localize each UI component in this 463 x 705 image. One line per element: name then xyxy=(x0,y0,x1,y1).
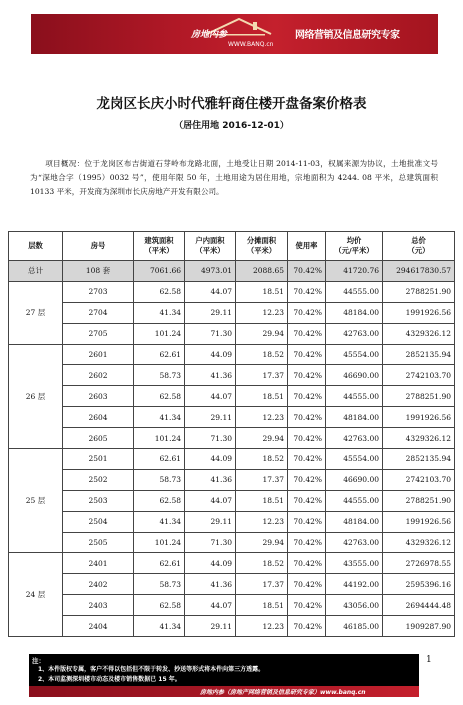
floor-label: 24 层 xyxy=(9,553,63,637)
build-area: 62.61 xyxy=(134,449,185,470)
inner-area: 44.09 xyxy=(185,449,236,470)
avg-price: 46690.00 xyxy=(326,469,383,490)
table-row xyxy=(9,469,455,490)
logo-url: WWW.BANQ.cn xyxy=(228,41,274,48)
inner-area: 41.36 xyxy=(185,365,236,386)
unit-number: 2401 xyxy=(63,553,134,574)
floor-label: 26 层 xyxy=(9,344,63,448)
usage-rate: 70.42% xyxy=(288,616,326,637)
usage-rate: 70.42% xyxy=(288,553,326,574)
total-avg-price: 41720.76 xyxy=(326,261,383,282)
shared-area: 12.23 xyxy=(236,302,288,323)
build-area: 101.24 xyxy=(134,323,185,344)
build-area: 41.34 xyxy=(134,616,185,637)
usage-rate: 70.42% xyxy=(288,386,326,407)
avg-price: 46185.00 xyxy=(326,616,383,637)
usage-rate: 70.42% xyxy=(288,574,326,595)
avg-price: 44192.00 xyxy=(326,574,383,595)
total-build-area: 7061.66 xyxy=(134,261,185,282)
usage-rate: 70.42% xyxy=(288,281,326,302)
avg-price: 45554.00 xyxy=(326,344,383,365)
usage-rate: 70.42% xyxy=(288,449,326,470)
inner-area: 41.36 xyxy=(185,469,236,490)
unit-number: 2403 xyxy=(63,595,134,616)
page-title: 龙岗区长庆小时代雅轩商住楼开盘备案价格表 xyxy=(96,96,367,112)
total-price: 4329326.12 xyxy=(383,323,455,344)
build-area: 58.73 xyxy=(134,574,185,595)
avg-price: 46690.00 xyxy=(326,365,383,386)
shared-area: 12.23 xyxy=(236,616,288,637)
avg-price: 48184.00 xyxy=(326,302,383,323)
total-price: 2726978.55 xyxy=(383,553,455,574)
floor-label: 27 层 xyxy=(9,281,63,344)
usage-rate: 70.42% xyxy=(288,595,326,616)
avg-price: 48184.00 xyxy=(326,511,383,532)
table-row xyxy=(9,532,455,553)
build-area: 62.58 xyxy=(134,386,185,407)
project-overview: 项目概况：位于龙岗区布吉街道石芽岭布龙路北面，土地受让日期 2014-11-03，权属来源为协议，土地批准文号为“深地合字（1995）0032 号”，使用年限 50 年，土地用途为居住用地，宗地面积为 4244. 08 平米，总建筑面积 10133 平米，开发商为深圳市长庆房地产开发有限公司。 xyxy=(30,159,438,196)
usage-rate: 70.42% xyxy=(288,365,326,386)
build-area: 62.61 xyxy=(134,344,185,365)
total-price: 4329326.12 xyxy=(383,532,455,553)
shared-area: 29.94 xyxy=(236,323,288,344)
inner-area: 29.11 xyxy=(185,511,236,532)
table-row xyxy=(9,365,455,386)
table-header-row xyxy=(9,232,455,261)
shared-area: 18.52 xyxy=(236,449,288,470)
column-header: 建筑面积 （平米） xyxy=(134,232,185,261)
column-header: 户内面积 （平米） xyxy=(185,232,236,261)
table-row xyxy=(9,490,455,511)
shared-area: 18.51 xyxy=(236,595,288,616)
inner-area: 41.36 xyxy=(185,574,236,595)
shared-area: 18.52 xyxy=(236,553,288,574)
usage-rate: 70.42% xyxy=(288,428,326,449)
table-row xyxy=(9,511,455,532)
build-area: 41.34 xyxy=(134,511,185,532)
note-line: 1、本件版权专属，客户不得以包括但不限于转发、抄送等形式将本件向第三方透露。 xyxy=(38,666,265,673)
shared-area: 17.37 xyxy=(236,574,288,595)
total-price: 2788251.90 xyxy=(383,490,455,511)
note-line: 2、本司监测深圳楼市动态及楼市销售数据已 15 年。 xyxy=(38,676,181,683)
column-header: 使用率 xyxy=(288,232,326,261)
build-area: 41.34 xyxy=(134,302,185,323)
price-table xyxy=(8,231,455,637)
table-row xyxy=(9,574,455,595)
shared-area: 17.37 xyxy=(236,365,288,386)
unit-number: 2704 xyxy=(63,302,134,323)
inner-area: 44.07 xyxy=(185,281,236,302)
unit-number: 2501 xyxy=(63,449,134,470)
build-area: 62.58 xyxy=(134,490,185,511)
table-row xyxy=(9,407,455,428)
usage-rate: 70.42% xyxy=(288,490,326,511)
shared-area: 18.51 xyxy=(236,281,288,302)
avg-price: 43555.00 xyxy=(326,553,383,574)
total-price: 1909287.90 xyxy=(383,616,455,637)
table-row xyxy=(9,323,455,344)
shared-area: 18.52 xyxy=(236,344,288,365)
unit-number: 2504 xyxy=(63,511,134,532)
shared-area: 29.94 xyxy=(236,532,288,553)
build-area: 62.58 xyxy=(134,281,185,302)
table-row xyxy=(9,616,455,637)
inner-area: 71.30 xyxy=(185,428,236,449)
usage-rate: 70.42% xyxy=(288,407,326,428)
shared-area: 18.51 xyxy=(236,490,288,511)
inner-area: 29.11 xyxy=(185,302,236,323)
total-price: 1991926.56 xyxy=(383,302,455,323)
total-price: 2742103.70 xyxy=(383,469,455,490)
table-row xyxy=(9,428,455,449)
usage-rate: 70.42% xyxy=(288,469,326,490)
shared-area: 17.37 xyxy=(236,469,288,490)
build-area: 62.58 xyxy=(134,595,185,616)
unit-number: 2605 xyxy=(63,428,134,449)
build-area: 101.24 xyxy=(134,428,185,449)
build-area: 58.73 xyxy=(134,469,185,490)
unit-number: 2404 xyxy=(63,616,134,637)
total-price: 2852135.94 xyxy=(383,344,455,365)
unit-number: 2703 xyxy=(63,281,134,302)
usage-rate: 70.42% xyxy=(288,532,326,553)
total-price: 2852135.94 xyxy=(383,449,455,470)
unit-number: 2402 xyxy=(63,574,134,595)
usage-rate: 70.42% xyxy=(288,511,326,532)
inner-area: 29.11 xyxy=(185,407,236,428)
table-row xyxy=(9,449,455,470)
shared-area: 29.94 xyxy=(236,428,288,449)
avg-price: 42763.00 xyxy=(326,428,383,449)
unit-number: 2602 xyxy=(63,365,134,386)
footer-text: 房地内参（房地产网络营销及信息研究专家）www.banq.cn xyxy=(200,689,366,696)
column-header: 总价 （元） xyxy=(383,232,455,261)
inner-area: 29.11 xyxy=(185,616,236,637)
avg-price: 42763.00 xyxy=(326,532,383,553)
unit-number: 2601 xyxy=(63,344,134,365)
unit-number: 2603 xyxy=(63,386,134,407)
avg-price: 48184.00 xyxy=(326,407,383,428)
total-price: 4329326.12 xyxy=(383,428,455,449)
table-row xyxy=(9,302,455,323)
unit-number: 2502 xyxy=(63,469,134,490)
inner-area: 44.07 xyxy=(185,386,236,407)
total-units: 108 套 xyxy=(63,261,134,282)
unit-number: 2705 xyxy=(63,323,134,344)
table-row xyxy=(9,386,455,407)
total-row xyxy=(9,261,455,282)
unit-number: 2503 xyxy=(63,490,134,511)
shared-area: 18.51 xyxy=(236,386,288,407)
build-area: 101.24 xyxy=(134,532,185,553)
total-price: 1991926.56 xyxy=(383,407,455,428)
inner-area: 44.09 xyxy=(185,553,236,574)
usage-rate: 70.42% xyxy=(288,344,326,365)
logo-name: 房地内参 xyxy=(191,30,228,40)
banner-title: 网络营销及信息研究专家 xyxy=(295,30,400,41)
inner-area: 44.09 xyxy=(185,344,236,365)
total-label: 总计 xyxy=(9,261,63,282)
unit-number: 2604 xyxy=(63,407,134,428)
build-area: 41.34 xyxy=(134,407,185,428)
table-row xyxy=(9,595,455,616)
avg-price: 42763.00 xyxy=(326,323,383,344)
unit-number: 2505 xyxy=(63,532,134,553)
total-usage-rate: 70.42% xyxy=(288,261,326,282)
table-row xyxy=(9,281,455,302)
header-banner xyxy=(31,14,438,54)
inner-area: 71.30 xyxy=(185,323,236,344)
total-price: 294617830.57 xyxy=(383,261,455,282)
build-area: 58.73 xyxy=(134,365,185,386)
total-price: 2694444.48 xyxy=(383,595,455,616)
total-inner-area: 4973.01 xyxy=(185,261,236,282)
inner-area: 44.07 xyxy=(185,490,236,511)
avg-price: 43056.00 xyxy=(326,595,383,616)
column-header: 房号 xyxy=(63,232,134,261)
avg-price: 44555.00 xyxy=(326,490,383,511)
inner-area: 44.07 xyxy=(185,595,236,616)
inner-area: 71.30 xyxy=(185,532,236,553)
table-row xyxy=(9,344,455,365)
shared-area: 12.23 xyxy=(236,511,288,532)
total-price: 2788251.90 xyxy=(383,281,455,302)
total-price: 2742103.70 xyxy=(383,365,455,386)
table-row xyxy=(9,553,455,574)
build-area: 62.61 xyxy=(134,553,185,574)
avg-price: 44555.00 xyxy=(326,281,383,302)
shared-area: 12.23 xyxy=(236,407,288,428)
avg-price: 44555.00 xyxy=(326,386,383,407)
notes-heading: 注： xyxy=(32,657,45,665)
page-subtitle: （居住用地 2016-12-01） xyxy=(174,121,289,131)
usage-rate: 70.42% xyxy=(288,302,326,323)
total-price: 1991926.56 xyxy=(383,511,455,532)
column-header: 均价 （元/平米） xyxy=(326,232,383,261)
avg-price: 45554.00 xyxy=(326,449,383,470)
total-price: 2595396.16 xyxy=(383,574,455,595)
floor-label: 25 层 xyxy=(9,449,63,553)
column-header: 层数 xyxy=(9,232,63,261)
total-shared-area: 2088.65 xyxy=(236,261,288,282)
column-header: 分摊面积 （平米） xyxy=(236,232,288,261)
usage-rate: 70.42% xyxy=(288,323,326,344)
page-number: 1 xyxy=(426,655,432,665)
total-price: 2788251.90 xyxy=(383,386,455,407)
